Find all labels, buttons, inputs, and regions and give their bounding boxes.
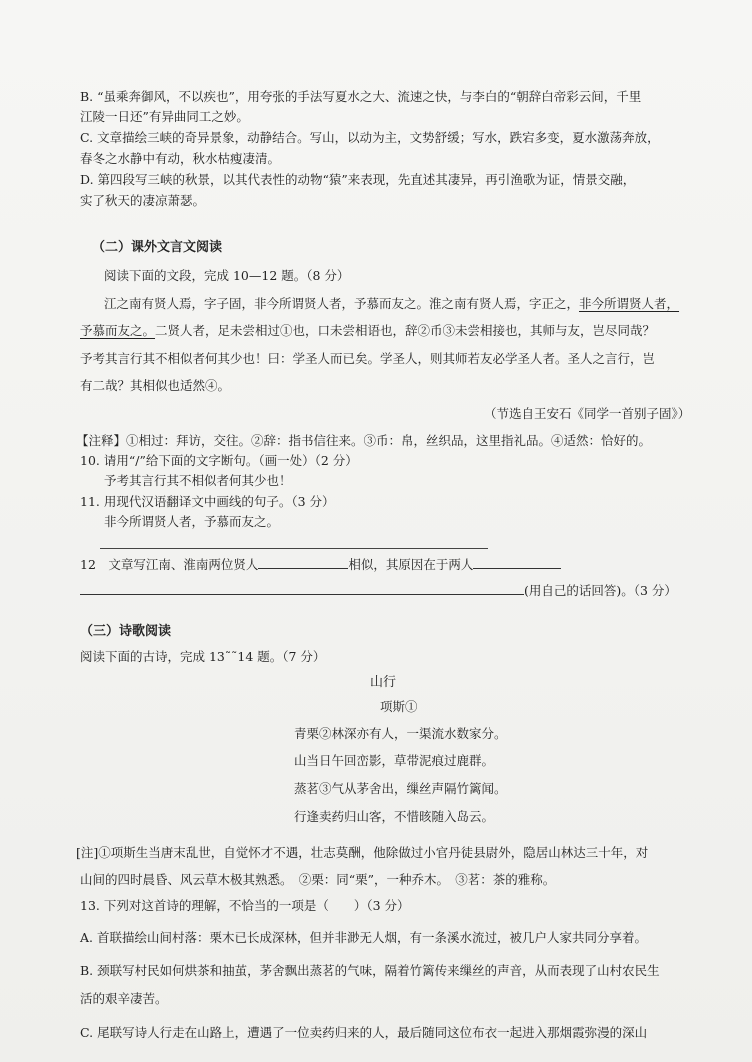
- poem-line-2: 山当日午回峦影，草带泥痕过鹿群。: [294, 753, 495, 768]
- passage-line-3: 予考其言行其不相似者何其少也！曰：学圣人而已矣。学圣人，则其师若友必学圣人者。圣人之言行，岂: [80, 351, 656, 366]
- answer-line-11[interactable]: [100, 548, 488, 549]
- answer-blank-12c[interactable]: [80, 582, 524, 595]
- section-3-instruction: 阅读下面的古诗，完成 13˜˜14 题。（7 分）: [80, 649, 326, 664]
- passage-source: （节选自王安石《同学一首别子固》）: [484, 406, 691, 421]
- poem-note-line1: [注]①项斯生当唐末乱世，自觉怀才不遇，壮志莫酬，他除做过小官丹徒县尉外，隐居山林达三十年，对: [76, 845, 649, 860]
- option-d-line2: 实了秋天的凄凉萧瑟。: [80, 193, 206, 208]
- option-b-line2: 活的艰辛凄苦。: [80, 991, 168, 1006]
- answer-blank-12b[interactable]: [473, 556, 561, 569]
- poem-line-3: 蒸茗③气从茅舍出，缫丝声隔竹篱闻。: [294, 781, 507, 796]
- question-12-line1: [80, 556, 561, 573]
- question-11-text: 非今所谓贤人者，予慕而友之。: [104, 514, 280, 529]
- option-c-line2: 春冬之水静中有动，秋水枯瘦凄清。: [80, 151, 281, 166]
- option-b-line2: 江陵一日还”有异曲同工之妙。: [80, 109, 249, 124]
- question-10: 10. 请用“/”给下面的文字断句。（画一处）（2 分）: [80, 453, 358, 468]
- underlined-sentence: 非今所谓贤人者，: [579, 296, 680, 311]
- question-12-text-a: 12 文章写江南、淮南两位贤人: [80, 557, 259, 572]
- answer-blank-12a[interactable]: [258, 556, 348, 569]
- option-d-line1: D. 第四段写三峡的秋景，以其代表性的动物“猿”来表现，先直述其凄异，再引渔歌为证，情景交融，: [80, 172, 636, 187]
- question-10-text: 予考其言行其不相似者何其少也！: [104, 473, 292, 488]
- section-2-instruction: 阅读下面的文段，完成 10—12 题。（8 分）: [104, 268, 350, 283]
- passage-text: 江之南有贤人焉，字子固，非今所谓贤人者，予慕而友之。淮之南有贤人焉，字正之，: [104, 296, 580, 311]
- underlined-sentence: 予慕而友之。: [80, 323, 156, 338]
- poem-line-4: 行逢卖药归山客，不惜晐随入岛云。: [294, 809, 495, 824]
- question-12-line2: [80, 582, 677, 599]
- option-a: A. 首联描绘山间村落：栗木已长成深林，但并非渺无人烟，有一条溪水流过，被几户人家共同分享着。: [80, 930, 647, 945]
- section-3-heading: （三）诗歌阅读: [80, 624, 172, 639]
- poem-author: 项斯①: [380, 699, 418, 714]
- passage-line-4: 有二哉？其相似也适然④。: [80, 378, 231, 393]
- question-12-text-c: (用自己的话回答)。（3 分）: [524, 583, 677, 598]
- poem-title: 山行: [370, 675, 397, 690]
- passage-line-2: [80, 322, 655, 339]
- passage-notes: 【注释】①相过：拜访，交往。②辞：指书信往来。③币：帛，丝织品，这里指礼品。④适然：恰好的。: [76, 433, 652, 448]
- option-b-line1: B. “虽乘奔御风，不以疾也”，用夸张的手法写夏水之大、流速之快，与李白的“朝辞白帝彩云间，千里: [80, 89, 642, 104]
- poem-note-line2: 山间的四时晨昏、风云草木极其熟悉。 ②栗：同“栗”，一种乔木。 ③茗：茶的雅称。: [80, 872, 556, 887]
- poem-line-1: 青栗②林深亦有人，一渠流水数家分。: [294, 726, 507, 741]
- passage-text: 二贤人者，足未尝相过①也，口未尝相语也，辞②币③未尝相接也，其师与友，岂尽同哉？: [155, 323, 656, 338]
- passage-line-1: [104, 295, 679, 312]
- option-c-line1: C. 文章描绘三峡的奇异景象，动静结合。写山，以动为主，文势舒缓；写水，跌宕多变，夏水激荡奔放，: [80, 130, 660, 145]
- section-2-heading: （二）课外文言文阅读: [92, 240, 223, 255]
- question-12-text-b: 相似，其原因在于两人: [348, 557, 474, 572]
- question-13: 13. 下列对这首诗的理解，不恰当的一项是（ ）（3 分）: [80, 898, 410, 913]
- option-c-line1: C. 尾联写诗人行走在山路上，遭遇了一位卖药归来的人，最后随同这位布衣一起进入那烟霞弥漫的深山: [80, 1025, 648, 1040]
- question-11: 11. 用现代汉语翻译文中画线的句子。（3 分）: [80, 494, 335, 509]
- option-b-line1: B. 颈联写村民如何烘茶和抽茧，茅舍飘出蒸茗的气味，隔着竹篱传来缫丝的声音，从而表现了山村农民生: [80, 963, 660, 978]
